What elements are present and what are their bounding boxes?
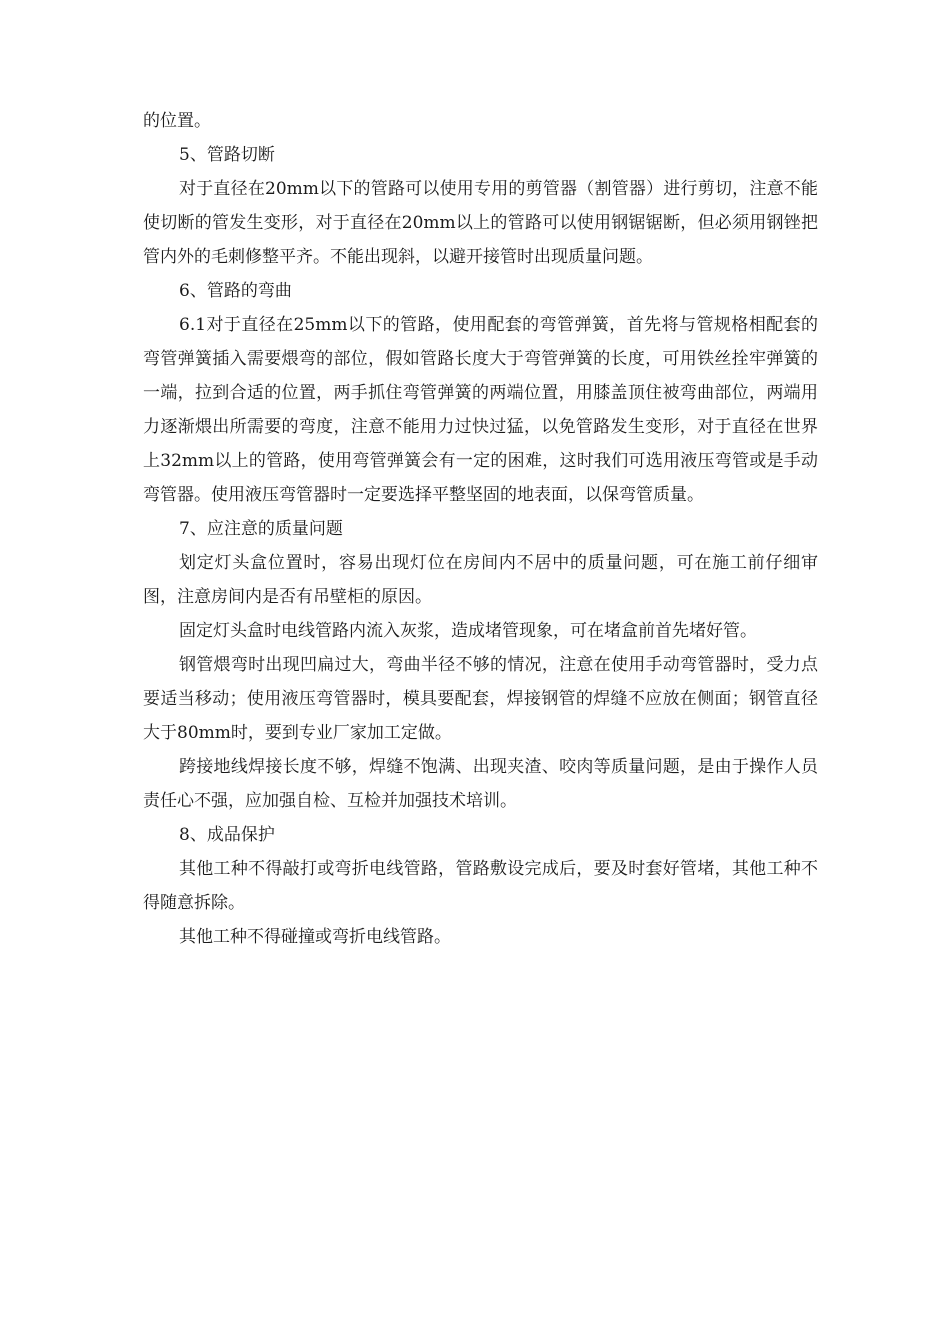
paragraph-protection-1: 其他工种不得敲打或弯折电线管路，管路敷设完成后，要及时套好管堵，其他工种不得随意拆除。 (143, 859, 818, 913)
paragraph-ground-welding: 跨接地线焊接长度不够，焊缝不饱满、出现夹渣、咬肉等质量问题，是由于操作人员责任心不强，应加强自检、互检并加强技术培训。 (143, 757, 818, 811)
paragraph-protection-2: 其他工种不得碰撞或弯折电线管路。 (179, 927, 451, 947)
paragraph-lamp-box-position: 划定灯头盒位置时，容易出现灯位在房间内不居中的质量问题，可在施工前仔细审图，注意房间内是否有吊壁柜的原因。 (143, 553, 818, 607)
document-body (143, 104, 818, 954)
section-heading-pipe-bending: 6、管路的弯曲 (179, 281, 292, 301)
section-heading-quality-issues: 7、应注意的质量问题 (179, 519, 343, 539)
paragraph-lamp-box-fixing: 固定灯头盒时电线管路内流入灰浆，造成堵管现象，可在堵盒前首先堵好管。 (179, 621, 757, 641)
paragraph-steel-pipe-bending: 钢管煨弯时出现凹扁过大，弯曲半径不够的情况，注意在使用手动弯管器时，受力点要适当移动；使用液压弯管器时，模具要配套，焊接钢管的焊缝不应放在侧面；钢管直径大于80mm时，要到专业厂家加工定做。 (143, 655, 818, 743)
section-heading-product-protection: 8、成品保护 (179, 825, 275, 845)
section-heading-pipe-cutting: 5、管路切断 (179, 145, 275, 165)
paragraph-continuation: 的位置。 (143, 111, 211, 131)
paragraph-pipe-cutting: 对于直径在20mm以下的管路可以使用专用的剪管器（割管器）进行剪切，注意不能使切断的管发生变形，对于直径在20mm以上的管路可以使用钢锯锯断，但必须用钢锉把管内外的毛刺修整平齐。不能出现斜，以避开接管时出现质量问题。 (143, 179, 818, 267)
paragraph-pipe-bending: 6.1对于直径在25mm以下的管路，使用配套的弯管弹簧，首先将与管规格相配套的弯管弹簧插入需要煨弯的部位，假如管路长度大于弯管弹簧的长度，可用铁丝拴牢弹簧的一端，拉到合适的位置，两手抓住弯管弹簧的两端位置，用膝盖顶住被弯曲部位，两端用力逐渐煨出所需要的弯度，注意不能用力过快过猛，以免管路发生变形，对于直径在世界上32mm以上的管路，使用弯管弹簧会有一定的困难，这时我们可选用液压弯管或是手动弯管器。使用液压弯管器时一定要选择平整坚固的地表面，以保弯管质量。 (143, 315, 818, 505)
